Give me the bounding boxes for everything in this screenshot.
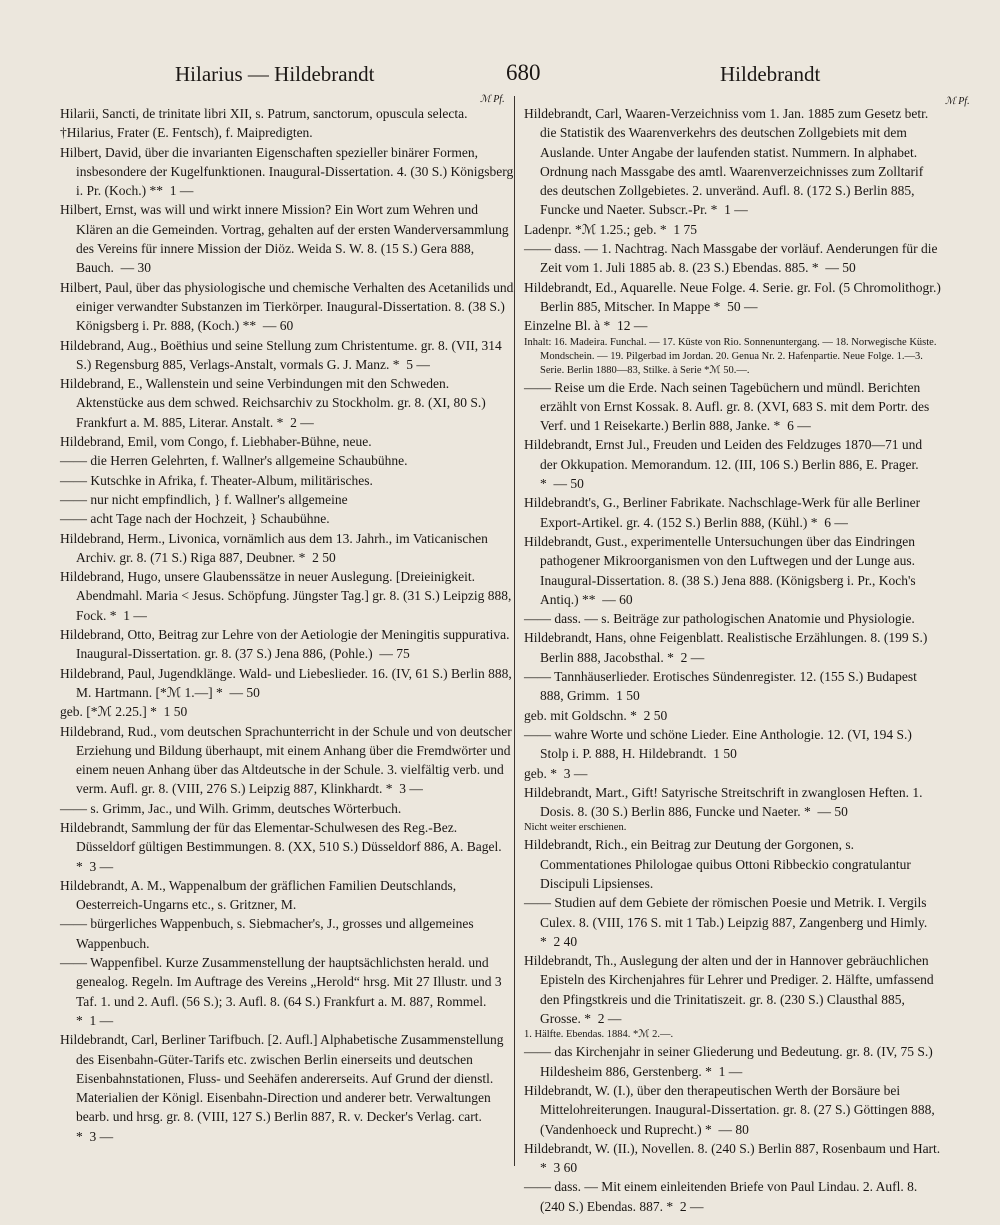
entry-price: 3 — [89,858,114,874]
entry-text: Nicht weiter erschienen. [524,822,627,834]
entry-price: — 30 [120,260,151,276]
entry-text: —— dass. — Mit einem einleitenden Briefe von Paul Lindau. 2. Aufl. 8. (240 S.) Ebendas. 887. * [524,1179,918,1214]
catalog-entry [524,239,942,278]
entry-price: 2 — [679,1198,704,1214]
catalog-entry [60,664,518,703]
catalog-entry [524,316,942,335]
entry-text: Hildebrand, Paul, Jugendklänge. Wald- und Liebeslieder. 16. (IV, 61 S.) Berlin 888, M. Hartmann. [*ℳ 1.—] * [60,665,512,700]
entry-price: — 60 [602,591,633,607]
entry-text: —— die Herren Gelehrten, f. Wallner's allgemeine Schaubühne. [60,453,408,469]
entry-price: 1 — [89,1012,114,1028]
entry-text: Hildebrandt, W. (I.), über den therapeutischen Werth der Borsäure bei Mittelohreiterungen. Inaugural-Dissertation. gr. 8. (27 S.) Göttingen 888, (Vandenhoeck und Ruprecht.) * [524,1082,935,1137]
entry-text: Hildebrand, Rud., vom deutschen Sprachunterricht in der Schule und von deutscher Erziehung und Bildung überhaupt, mit einem Anhang über die Fremdwörter und einem neuen Anhang über das Altdeutsche in der Schule. 3. vielfältig verb. und verm. Aufl. gr. 8. (VIII, 276 S.) Leipzig 887, Klinkhardt. * [60,723,512,797]
entry-text: —— bürgerliches Wappenbuch, s. Siebmacher's, J., grosses und allgemeines Wappenbuch. [60,916,474,951]
entry-text: geb. * [524,765,557,781]
catalog-entry [60,278,518,336]
catalog-entry [524,725,942,764]
entry-price: 1 — [123,607,147,623]
entry-price: 3 — [399,781,423,797]
catalog-entry [524,821,942,835]
entry-text: Hildebrandt, Gust., experimentelle Untersuchungen über das Eindringen pathogener Mikroorganismen von den Luftwegen und der Lunge aus. Inaugural-Dissertation. 8. (38 S.) Jena 888. (Königsberg i. Pr., Koch's Antiq.) ** [524,533,916,607]
catalog-entry [60,509,518,528]
entry-text: —— Kutschke in Afrika, f. Theater-Album, militärisches. [60,472,373,488]
entry-text: Hildebrand, Emil, vom Congo, f. Liebhaber-Bühne, neue. [60,434,372,450]
entry-price: 2 40 [553,933,578,949]
entry-text: Hildebrandt, Th., Auslegung der alten und der in Hannover gebräuchlichen Episteln des Kirchenjahres für Lehrer und Prediger. 2. Hälfte, umfassend den Pfingstkreis und die Trinitatiszeit. gr. 8. (230 S.) Clausthal 885, Grosse. * [524,953,934,1027]
entry-price: 1 — [724,202,748,218]
entry-text: Hilbert, Paul, über das physiologische und chemische Verhalten des Acetanilids und einiger verwandter Substanzen im Tierkörper. Inaugural-Dissertation. 8. (38 S.) Königsberg i. Pr. 888, (Koch.) ** [60,279,514,334]
catalog-entry [524,493,942,532]
catalog-entry [60,702,518,721]
entry-text: —— nur nicht empfindlich, } f. Wallner's allgemeine [60,491,348,507]
entry-text: Hildebrand, Aug., Boëthius und seine Stellung zum Christentume. gr. 8. (VII, 314 S.) Regensburg 885, Verlags-Anstalt, vormals G. J. Manz. * [60,337,502,372]
entry-text: Inhalt: 16. Madeira. Funchal. — 17. Küste von Rio. Sonnenuntergang. — 18. Norwegische Küste. Mondschein. — 19. Pilgerbad im Jordan. 20. Genua Nr. 2. Hafenpartie. Neue Folge. 1.—3. Serie. Berlin 1880—83, Stilke. à Serie *ℳ 50.—. [524,336,937,376]
entry-text: Hildebrand, Herm., Livonica, vornämlich aus dem 13. Jahrh., im Vaticanischen Archiv. gr. 8. (71 S.) Riga 887, Deubner. * [60,530,488,565]
entry-text: Hildebrand, Otto, Beitrag zur Lehre von der Aetiologie der Meningitis suppurativa. Inaugural-Dissertation. gr. 8. (37 S.) Jena 886, (Pohle.) [60,627,510,662]
entry-price: 1 — [169,183,194,199]
entry-price: 1 75 [673,221,698,237]
catalog-entry [524,532,942,609]
catalog-entry [60,471,518,490]
entry-price: 6 — [787,418,811,434]
catalog-entry [524,278,942,317]
entry-text: Hildebrandt, Rich., ein Beitrag zur Deutung der Gorgonen, s. Commentationes Philologae quibus Ottoni Ribbeckio congratulantur Discipuli Lipsienses. [524,837,911,891]
catalog-entry [60,123,518,142]
entry-text: Hildebrandt, Sammlung der für das Elementar-Schulwesen des Reg.-Bez. Düsseldorf gültigen Bestimmungen. 8. (XX, 510 S.) Düsseldorf 886, A. Bagel. * [60,819,502,874]
entry-price: 1 50 [163,704,188,720]
entry-text: geb. mit Goldschn. * [524,707,637,723]
catalog-entry [60,432,518,451]
catalog-entry [60,799,518,818]
entry-price: 2 — [680,649,705,665]
catalog-entry [524,893,942,951]
entry-price: 2 50 [312,549,336,565]
entry-price: — 50 [553,476,584,492]
entry-text: Hildebrandt, Carl, Waaren-Verzeichniss vom 1. Jan. 1885 zum Gesetz betr. die Statistik des Waarenverkehrs des deutschen Zollgebiets mit dem Auslande. Unter Angabe der laufenden statist. Nummern. In alphabet. Ordnung nach Massgabe des amtl. Waarenverzeichnisses zum Zolltarif des deutschen Zollgebietes. 2. unveränd. Aufl. 8. (172 S.) Berlin 885, Funcke und Naeter. Subscr.-Pr. * [524,106,929,218]
catalog-entry [60,104,518,123]
catalog-entry [524,667,942,706]
entry-text: Hilbert, David, über die invarianten Eigenschaften spezieller binärer Formen, insbesondere der Kugelfunktionen. Inaugural-Dissertation. 4. (30 S.) Königsberg i. Pr. (Koch.) ** [60,144,514,199]
entry-text: —— acht Tage nach der Hochzeit, } Schaubühne. [60,511,330,527]
page-number: 680 [506,60,541,85]
entry-text: —— das Kirchenjahr in seiner Gliederung und Bedeutung. gr. 8. (IV, 75 S.) Hildesheim 886, Gerstenberg. * [524,1044,933,1079]
catalog-entry [524,706,942,725]
entry-text: Hildebrand, Hugo, unsere Glaubenssätze in neuer Auslegung. [Dreieinigkeit. Abendmahl. Maria < Jesus. Schöpfung. Jüngster Tag.] gr. 8. (31 S.) Leipzig 888, Fock. * [60,569,512,623]
currency-mark-right: ℳ Pf. [945,96,970,107]
entry-text: —— s. Grimm, Jac., und Wilh. Grimm, deutsches Wörterbuch. [60,800,402,816]
catalog-entry [524,764,942,783]
catalog-entry [524,1177,942,1216]
page-header [0,58,1000,107]
catalog-entry [524,104,942,220]
catalog-entry [60,953,518,1030]
entry-text: Hilbert, Ernst, was will und wirkt innere Mission? Ein Wort zum Wehren und Klären an die Gemeinden. Vortrag, gehalten auf der ersten Wanderversammlung des Vereins für innere Mission der Diöz. Weida S. W. 8. (15 S.) Gera 888, Bauch. [60,202,509,276]
catalog-entry [524,1028,942,1042]
catalog-entry [60,722,518,799]
entry-text: Hilarii, Sancti, de trinitate libri XII, s. Patrum, sanctorum, opuscula selecta. [60,106,468,121]
entry-text: Hildebrandt, Carl, Berliner Tarifbuch. [2. Aufl.] Alphabetische Zusammenstellung des Eisenbahn-Güter-Tarifs etc. zwischen Berlin einerseits und deutschen Eisenbahnstationen, Fluss- und Seehäfen andererseits. Auf Grund der dienstl. Materialien der Königl. Eisenbahn-Direction und anderer betr. Verwaltungen bearb. und hrsg. gr. 8. (VIII, 127 S.) Berlin 887, R. v. Decker's Verlag. cart. * [60,1032,504,1144]
entry-text: —— Reise um die Erde. Nach seinen Tagebüchern und mündl. Berichten erzählt von Ernst Kossak. 8. Aufl. gr. 8. (XVI, 683 S. mit dem Portr. des Verf. und 1 Reisekarte.) Berlin 888, Janke. * [524,379,930,434]
entry-text: Hildebrandt, Mart., Gift! Satyrische Streitschrift in zwanglosen Heften. 1. Dosis. 8. (30 S.) Berlin 886, Funcke und Naeter. * [524,784,923,820]
entry-price: 6 — [824,514,848,530]
entry-text: Hildebrandt, Hans, ohne Feigenblatt. Realistische Erzählungen. 8. (199 S.) Berlin 888, Jacobsthal. * [524,630,928,665]
entry-price: 50 — [727,298,758,314]
catalog-entry [524,378,942,436]
entry-text: †Hilarius, Frater (E. Fentsch), f. Maipredigten. [60,125,313,141]
entry-text: —— dass. — s. Beiträge zur pathologischen Anatomie und Physiologie. [524,611,915,627]
catalog-entry [524,220,942,239]
catalog-entry [60,200,518,277]
entry-text: Hildebrandt, Ernst Jul., Freuden und Leiden des Feldzuges 1870—71 und der Okkupation. Memorandum. 12. (III, 106 S.) Berlin 886, E. Prager. * [524,437,923,492]
currency-mark-left: ℳ Pf. [480,94,505,105]
entry-price: — 75 [379,646,410,662]
entry-text: —— Wappenfibel. Kurze Zusammenstellung der hauptsächlichsten herald. und genealog. Regeln. Im Auftrage des Vereins „Herold“ hrsg. Mit 27 Illustr. und 3 Taf. 1. und 2. Aufl. (56 S.); 3. Aufl. 8. (64 S.) Frankfurt a. M. 887, Rommel. * [60,955,502,1028]
entry-price: — 80 [718,1121,749,1137]
catalog-entry [524,835,942,893]
entry-price: 12 — [616,318,648,334]
entry-price: — 60 [262,318,294,334]
catalog-entry [524,951,942,1028]
catalog-entry [60,143,518,201]
catalog-entry [524,1081,942,1139]
entry-price: 3 60 [553,1160,578,1176]
catalog-entry [60,625,518,664]
catalog-entry [60,1030,518,1146]
entry-text: —— wahre Worte und schöne Lieder. Eine Anthologie. 12. (VI, 194 S.) Stolp i. P. 888, H. Hildebrandt. [524,726,912,762]
catalog-entry [60,529,518,568]
entry-text: Hildebrandt, W. (II.), Novellen. 8. (240 S.) Berlin 887, Rosenbaum und Hart. * [524,1140,941,1176]
catalog-entry [60,567,518,625]
left-column [60,104,518,1146]
running-head-left: Hilarius — Hildebrandt [175,62,375,86]
catalog-entry [524,336,942,378]
entry-text: 1. Hälfte. Ebendas. 1884. *ℳ 2.—. [524,1029,674,1041]
entry-text: Hildebrandt, A. M., Wappenalbum der gräflichen Familien Deutschlands, Oesterreich-Ungarns etc., s. Gritzner, M. [60,877,457,913]
entry-text: Hildebrandt's, G., Berliner Fabrikate. Nachschlage-Werk für alle Berliner Export-Artikel. gr. 4. (152 S.) Berlin 888, (Kühl.) * [524,495,921,530]
entry-price: 3 — [89,1128,114,1144]
entry-price: 2 — [290,414,314,430]
entry-price: — 50 [825,260,856,276]
entry-text: geb. [*ℳ 2.25.] * [60,704,157,720]
entry-price: 1 — [718,1063,743,1079]
catalog-entry [524,435,942,493]
entry-price: 5 — [406,356,430,372]
catalog-entry [524,1139,942,1178]
entry-price: 1 50 [713,746,737,762]
entry-text: Ladenpr. *ℳ 1.25.; geb. * [524,221,667,237]
entry-text: —— dass. — 1. Nachtrag. Nach Massgabe der vorläuf. Aenderungen für die Zeit vom 1. Juli 1885 ab. 8. (23 S.) Ebendas. 885. * [524,241,938,276]
entry-price: 1 50 [616,688,640,704]
catalog-entry [60,490,518,509]
entry-text: —— Tannhäuserlieder. Erotisches Sündenregister. 12. (155 S.) Budapest 888, Grimm. [524,669,917,704]
catalog-entry [60,914,518,953]
catalog-entry [60,374,518,432]
running-head-right: Hildebrandt [720,62,821,86]
entry-price: 3 — [563,765,588,781]
entry-price: 2 50 [643,707,668,723]
entry-text: Hildebrandt, Ed., Aquarelle. Neue Folge. 4. Serie. gr. Fol. (5 Chromolithogr.) Berlin 885, Mitscher. In Mappe * [524,279,941,314]
entry-price: — 50 [817,804,848,820]
catalog-entry [524,609,942,628]
entry-text: —— Studien auf dem Gebiete der römischen Poesie und Metrik. I. Vergils Culex. 8. (VIII, 176 S. mit 1 Tab.) Leipzig 887, Zangenberg und Himly. * [524,895,928,949]
entry-price: 2 — [597,1011,622,1027]
entry-price: — 50 [229,684,260,700]
catalog-entry [524,628,942,667]
catalog-entry [60,876,518,915]
entry-text: Hildebrand, E., Wallenstein und seine Verbindungen mit den Schweden. Aktenstücke aus dem schwed. Reichsarchiv zu Stockholm. gr. 8. (XI, 80 S.) Frankfurt a. M. 885, Literar. Anstalt. * [60,376,486,430]
catalog-entry [524,1042,942,1081]
catalog-entry [60,336,518,375]
catalog-entry [60,451,518,470]
right-column [524,104,942,1216]
catalog-entry [524,783,942,822]
entry-text: Einzelne Bl. à * [524,318,611,334]
catalog-entry [60,818,518,876]
